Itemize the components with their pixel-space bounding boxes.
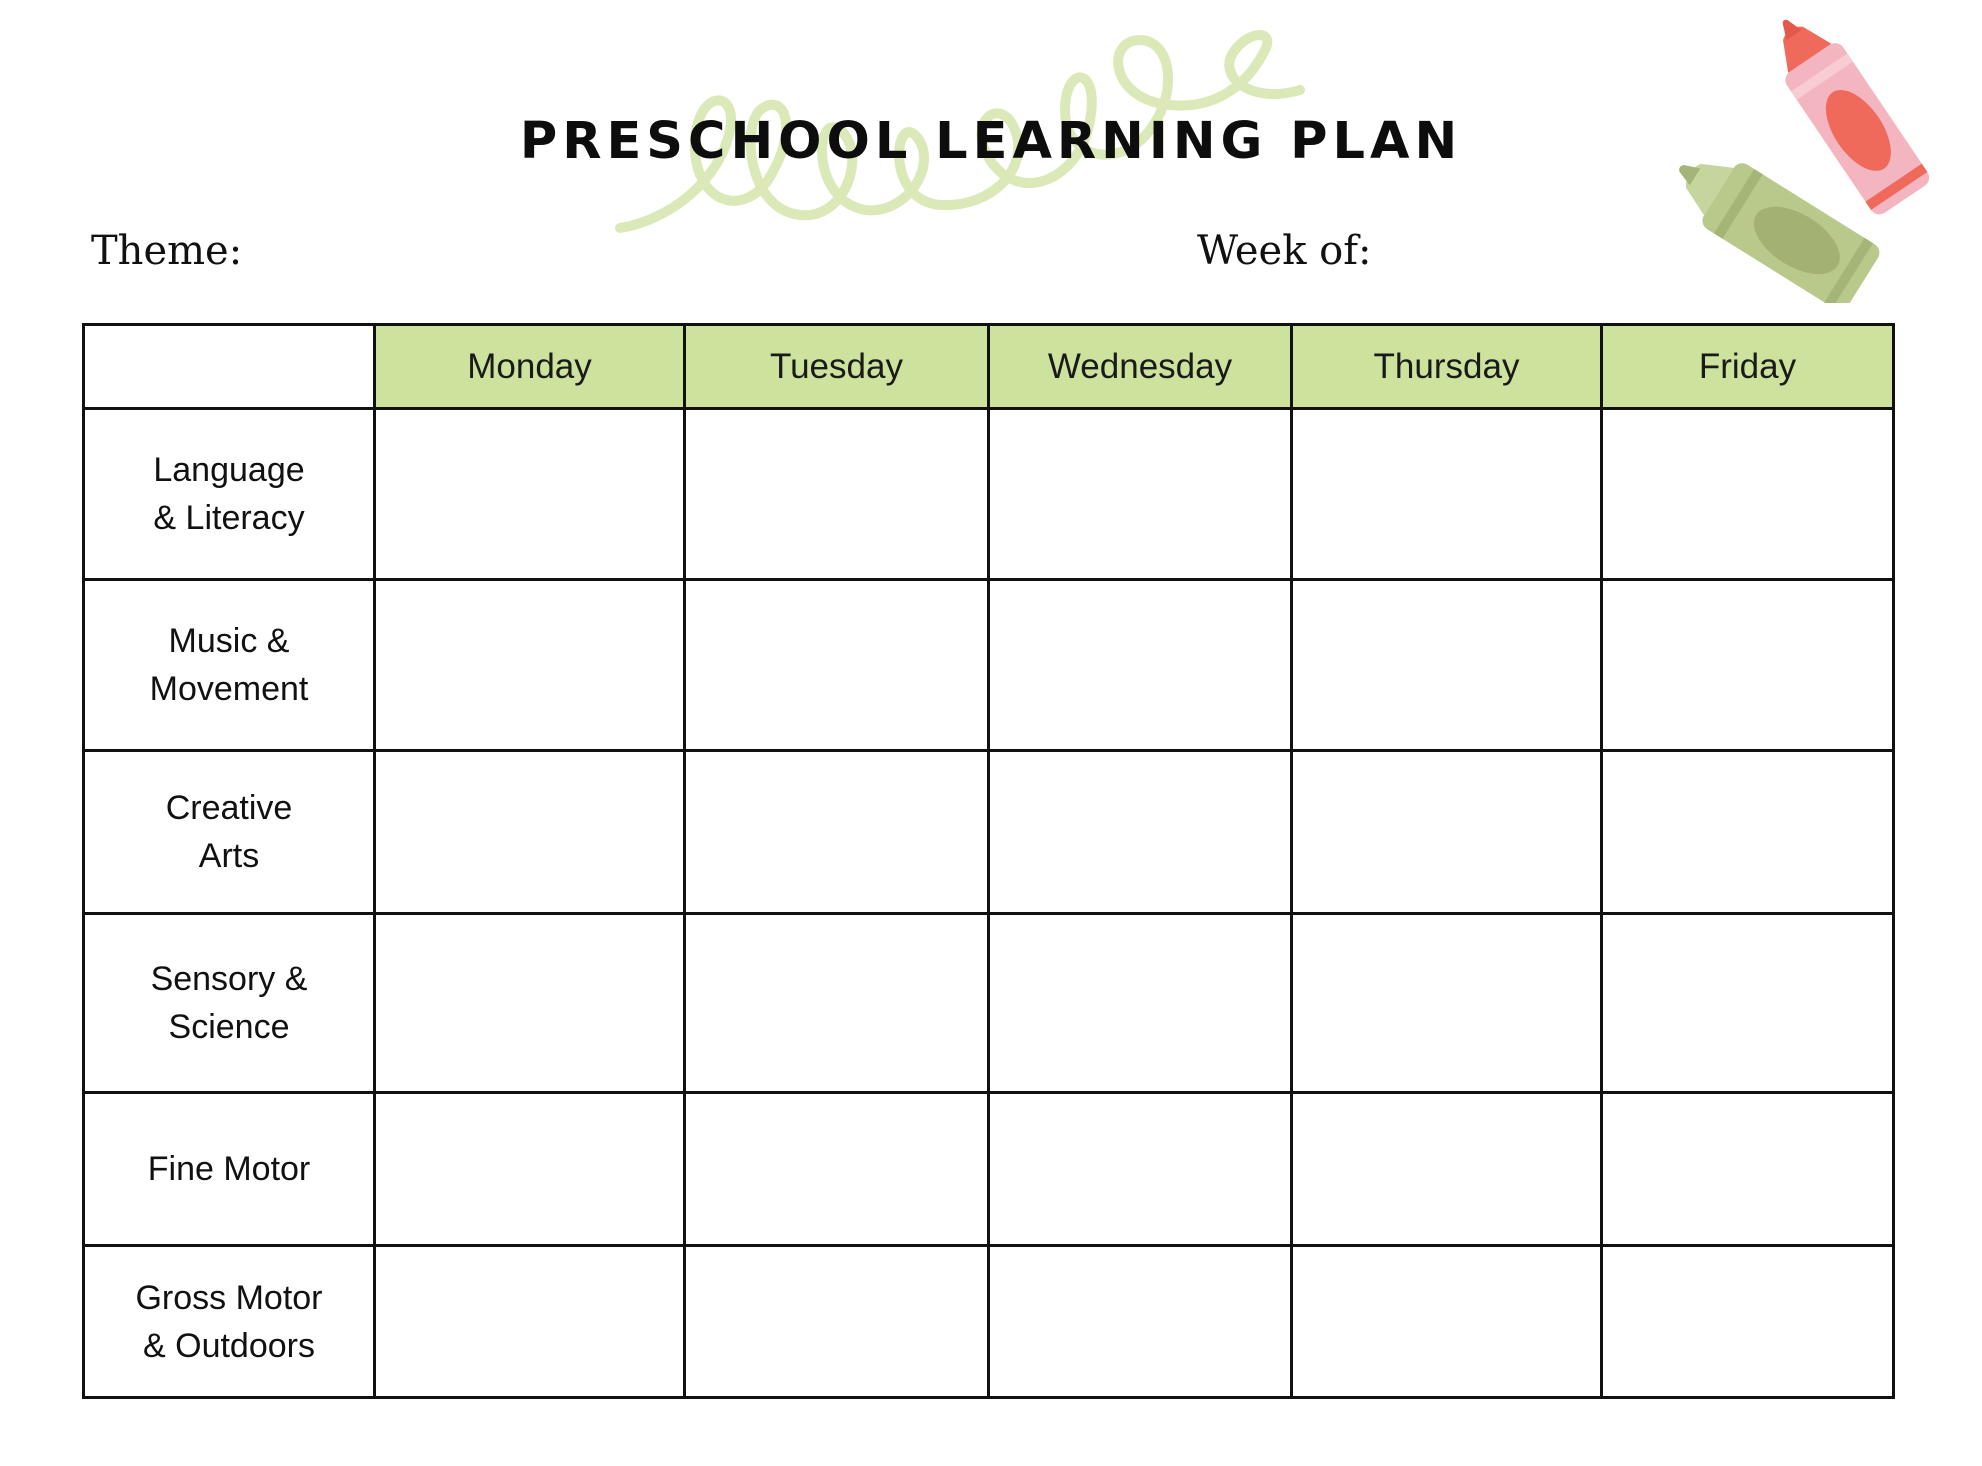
plan-cell-monday[interactable] (375, 914, 685, 1093)
plan-cell-thursday[interactable] (1292, 751, 1602, 914)
day-header-monday: Monday (375, 325, 685, 409)
plan-cell-friday[interactable] (1602, 580, 1894, 751)
day-header-friday: Friday (1602, 325, 1894, 409)
day-header-thursday: Thursday (1292, 325, 1602, 409)
plan-cell-friday[interactable] (1602, 1093, 1894, 1246)
plan-cell-thursday[interactable] (1292, 1246, 1602, 1398)
row-label-line: Creative (165, 789, 293, 827)
plan-cell-friday[interactable] (1602, 409, 1894, 580)
row-label-line: & Outdoors (143, 1326, 315, 1365)
row-label-line: Fine Motor (147, 1150, 311, 1188)
plan-cell-tuesday[interactable] (685, 409, 989, 580)
plan-cell-tuesday[interactable] (685, 914, 989, 1093)
plan-cell-thursday[interactable] (1292, 914, 1602, 1093)
row-label-gross-motor-outdoors (84, 1246, 375, 1398)
plan-cell-monday[interactable] (375, 1093, 685, 1246)
table-row (84, 914, 1894, 1093)
table-row (84, 751, 1894, 914)
day-header-tuesday: Tuesday (685, 325, 989, 409)
table-row (84, 409, 1894, 580)
row-label-line: Arts (198, 837, 260, 875)
plan-cell-thursday[interactable] (1292, 1093, 1602, 1246)
day-header-wednesday: Wednesday (989, 325, 1292, 409)
plan-cell-friday[interactable] (1602, 1246, 1894, 1398)
plan-cell-wednesday[interactable] (989, 914, 1292, 1093)
table-header-row (84, 325, 1894, 409)
row-label-creative-arts (84, 751, 375, 914)
plan-cell-monday[interactable] (375, 580, 685, 751)
plan-cell-monday[interactable] (375, 1246, 685, 1398)
plan-cell-friday[interactable] (1602, 914, 1894, 1093)
row-label-line: Movement (149, 670, 309, 708)
page-title: PRESCHOOL LEARNING PLAN (519, 112, 1463, 171)
plan-cell-tuesday[interactable] (685, 1093, 989, 1246)
plan-cell-wednesday[interactable] (989, 409, 1292, 580)
plan-cell-thursday[interactable] (1292, 409, 1602, 580)
row-label-line: Music & (168, 622, 290, 660)
plan-cell-tuesday[interactable] (685, 1246, 989, 1398)
plan-cell-wednesday[interactable] (989, 1246, 1292, 1398)
row-label-line: Sensory & (150, 960, 308, 998)
row-label-line: Language (153, 451, 305, 489)
table-row (84, 1246, 1894, 1398)
row-label-fine-motor (84, 1093, 375, 1246)
plan-cell-wednesday[interactable] (989, 580, 1292, 751)
plan-cell-monday[interactable] (375, 751, 685, 914)
plan-cell-monday[interactable] (375, 409, 685, 580)
empty-corner-cell (84, 325, 375, 409)
table-row (84, 1093, 1894, 1246)
theme-label: Theme: (91, 228, 243, 274)
plan-cell-thursday[interactable] (1292, 580, 1602, 751)
plan-cell-wednesday[interactable] (989, 1093, 1292, 1246)
row-label-sensory-science (84, 914, 375, 1093)
plan-cell-tuesday[interactable] (685, 751, 989, 914)
row-label-line: Science (168, 1008, 290, 1046)
row-label-language-literacy (84, 409, 375, 580)
week-of-label: Week of: (1197, 228, 1372, 274)
row-label-line: & Literacy (153, 499, 305, 537)
plan-cell-tuesday[interactable] (685, 580, 989, 751)
table-row (84, 580, 1894, 751)
plan-cell-friday[interactable] (1602, 751, 1894, 914)
row-label-music-movement (84, 580, 375, 751)
learning-plan-table (82, 323, 1895, 1399)
plan-cell-wednesday[interactable] (989, 751, 1292, 914)
row-label-line: Gross Motor (135, 1278, 323, 1317)
